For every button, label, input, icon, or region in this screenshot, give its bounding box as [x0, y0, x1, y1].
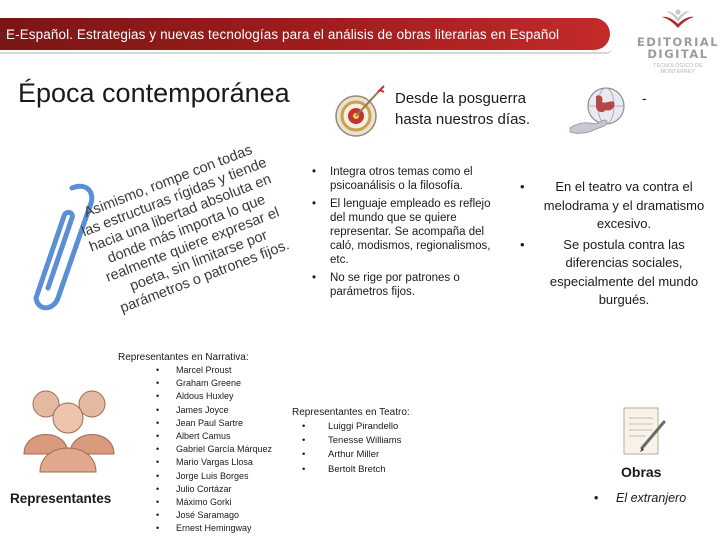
obra-item: [594, 491, 686, 505]
list-item: • Aldous Huxley: [156, 390, 298, 403]
list-item: • Luiggi Pirandello: [302, 420, 472, 434]
list-item: • Jean Paul Sartre: [156, 417, 298, 430]
subtitle: Desde la posguerra hasta nuestros días.: [395, 90, 531, 128]
editorial-digital-logo: [636, 8, 720, 98]
logo-subtext: TECNOLÓGICO DE MONTERREY: [653, 63, 703, 75]
list-item: • Jorge Luis Borges: [156, 470, 298, 483]
list-item: • Se postula contra las diferencias sociales, especialmente del mundo burgués.: [516, 236, 706, 310]
list-item: • No se rige por patrones o parámetros fijos.: [310, 271, 500, 299]
list-item: • José Saramago: [156, 509, 298, 522]
page-title: Época contemporánea: [18, 78, 290, 108]
list-item: • En el teatro va contra el melodrama y el dramatismo excesivo.: [516, 178, 706, 234]
header-banner: [0, 18, 610, 50]
theatre-heading: Representantes en Teatro:: [292, 407, 410, 418]
list-item: • El lenguaje empleado es reflejo del mundo que se quiere representar. Se acompaña del caló, modismos, regionalismos, etc.: [310, 197, 500, 267]
list-item: • Ernest Hemingway: [156, 522, 298, 535]
narrative-authors: [118, 352, 298, 536]
theatre-authors: [292, 406, 472, 477]
list-item: • Albert Camus: [156, 430, 298, 443]
list-item: • Marcel Proust: [156, 364, 298, 377]
list-item: • Graham Greene: [156, 377, 298, 390]
list-item: • James Joyce: [156, 404, 298, 417]
header-title: E-Español. Estrategias y nuevas tecnologías para el análisis de obras literarias en Español: [6, 26, 560, 42]
header-divider: [0, 48, 612, 54]
list-item: • Julio Cortázar: [156, 483, 298, 496]
narrative-heading: Representantes en Narrativa:: [118, 352, 249, 363]
logo-text-editorial: EDITORIAL: [636, 35, 720, 49]
list-item: • Tenesse Williams: [302, 434, 472, 448]
list-item: • Integra otros temas como el psicoanálisis o la filosofía.: [310, 165, 500, 193]
list-item: • Máximo Gorki: [156, 496, 298, 509]
characteristics-list: [310, 165, 500, 299]
obras-label: Obras: [621, 464, 662, 480]
bullet-icon: •: [594, 491, 599, 505]
quote-block: [72, 138, 301, 321]
list-item: • Mario Vargas Llosa: [156, 456, 298, 469]
representantes-label: Representantes: [10, 491, 112, 506]
list-item: • Arthur Miller: [302, 448, 472, 462]
list-item: • Bertolt Bretch: [302, 463, 472, 477]
people-icon: [16, 378, 121, 473]
logo-mark-icon: [661, 8, 695, 30]
quote-text: Asimismo, rompe con todas las estructuras rígidas y tiende hacia una libertad absoluta en donde más importa lo que realmente quiere expresar el poeta, sin limitarse por parámetros o patrones fijos.: [79, 142, 292, 317]
theatre-features-list: [516, 178, 706, 310]
dash-label: -: [642, 90, 647, 106]
obra-title: El extranjero: [616, 491, 687, 505]
globe-hand-icon: [566, 82, 636, 140]
document-pen-icon: [616, 404, 668, 462]
list-item: • Gabriel García Márquez: [156, 443, 298, 456]
logo-text-digital: DIGITAL: [647, 47, 709, 61]
target-icon: [334, 84, 386, 144]
